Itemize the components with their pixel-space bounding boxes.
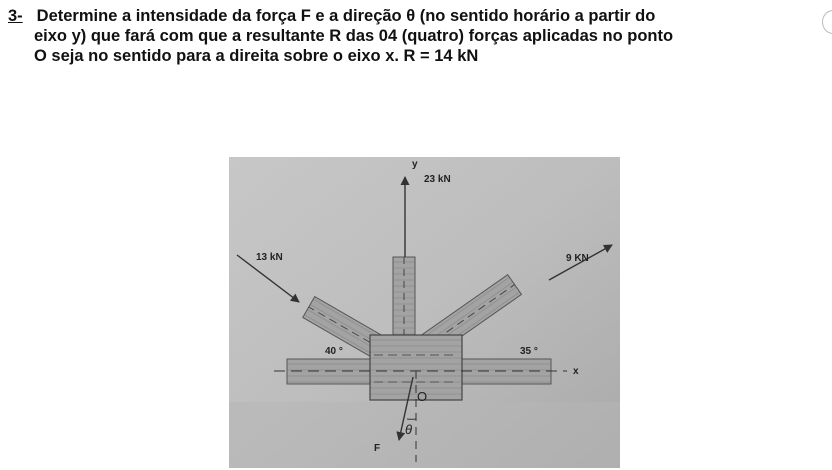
force-diagram (229, 157, 620, 468)
question-text (8, 6, 828, 66)
theta-label: θ (405, 422, 413, 437)
label-f: F (374, 443, 381, 454)
label-23kn: 23 kN (424, 174, 451, 185)
y-axis-label: y (412, 159, 418, 170)
angle-35-label: 35 ° (520, 346, 538, 357)
label-9kn: 9 KN (566, 253, 589, 264)
origin-label: O (417, 389, 428, 404)
question-line-1-text: Determine a intensidade da força F e a direção θ (no sentido horário a partir do (36, 7, 656, 25)
question-number: 3- (8, 7, 23, 25)
question-line-2: eixo y) que fará com que a resultante R das 04 (quatro) forças aplicadas no ponto (34, 27, 674, 45)
x-axis-label: x (573, 366, 579, 377)
question-line-3: O seja no sentido para a direita sobre o eixo x. R = 14 kN (34, 47, 479, 65)
angle-40-label: 40 ° (325, 346, 343, 357)
label-13kn: 13 kN (256, 252, 283, 263)
question-line-1 (8, 6, 828, 26)
force-diagram-photo (229, 157, 620, 468)
